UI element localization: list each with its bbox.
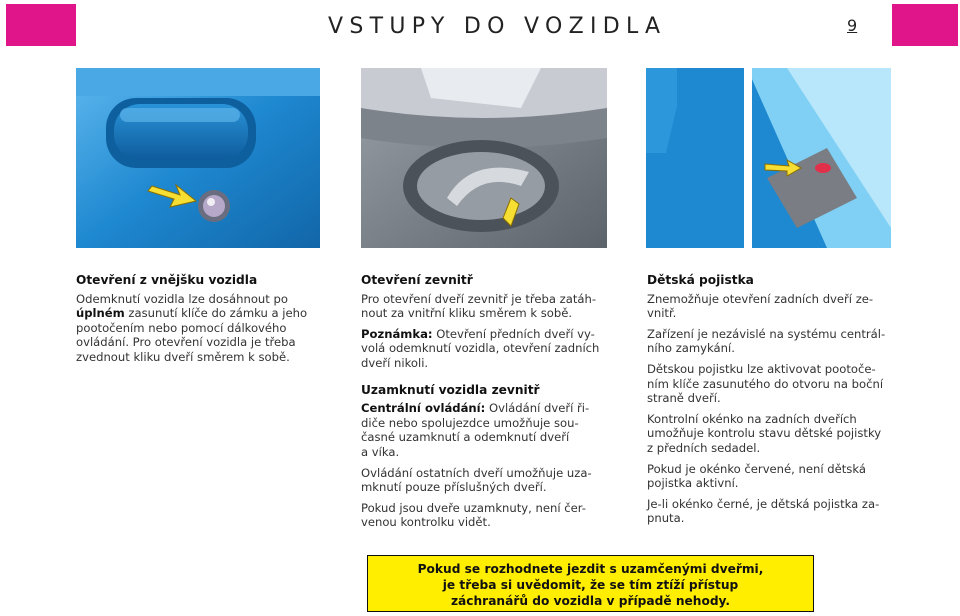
photo-divider: [646, 153, 744, 248]
section-heading: Otevření zevnitř: [361, 273, 473, 287]
notice-line: je třeba si uvědomit, že se tím ztíží přístup: [442, 578, 739, 592]
page-number: 9: [847, 16, 858, 35]
section-heading: Otevření z vnějšku vozidla: [76, 273, 258, 287]
header-color-tab-right: [892, 4, 958, 46]
exterior-door-handle-photo: [76, 68, 320, 248]
notice-line: Pokud se rozhodnete jezdit s uzamčenými dveřmi,: [417, 562, 764, 576]
section-heading: Dětská pojistka: [647, 273, 754, 287]
paragraph: Dětskou pojistku lze aktivovat pootoče- ním klíče zasunutého do otvoru na boční straně dveří.: [647, 361, 884, 406]
column-exterior-opening: [76, 273, 326, 371]
warning-notice-box: [367, 555, 814, 612]
paragraph: Centrální ovládání: Ovládání dveří ři- diče nebo spolujezdce umožňuje sou- časné uzamknutí a odemknutí dveří a víka.: [361, 401, 590, 459]
page-title: VSTUPY DO VOZIDLA: [328, 14, 667, 39]
paragraph: Je-li okénko černé, je dětská pojistka za- pnuta.: [647, 496, 880, 526]
header-color-tab-left: [6, 4, 76, 46]
section-heading: Uzamknutí vozidla zevnitř: [361, 382, 540, 397]
note-paragraph: Poznámka: Otevření předních dveří vy- volá odemknutí vozidla, otevření zadních dveří nikoli.: [361, 326, 600, 370]
paragraph: Pokud je okénko červené, není dětská pojistka aktivní.: [647, 461, 866, 491]
notice-line: záchranářů do vozidla v případě nehody.: [450, 594, 731, 608]
paragraph: Pokud jsou dveře uzamknuty, není čer- venou kontrolku vidět.: [361, 500, 586, 530]
column-interior-opening: [361, 273, 611, 536]
paragraph: Ovládání ostatních dveří umožňuje uza- mknutí pouze příslušných dveří.: [361, 465, 592, 495]
paragraph: Pro otevření dveří zevnitř je třeba zatáh- nout za vnitřní kliku směrem k sobě.: [361, 291, 597, 321]
paragraph: Zařízení je nezávislé na systému centrál- ního zamykání.: [647, 326, 886, 356]
interior-door-handle-photo: [361, 68, 607, 248]
paragraph: Znemožňuje otevření zadních dveří ze- vnitř.: [647, 291, 874, 321]
photo-divider: [744, 68, 752, 248]
column-child-lock: [647, 273, 897, 532]
paragraph: Odemknutí vozidla lze dosáhnout po úplném zasunutí klíče do zámku a jeho pootočením nebo pomocí dálkového ovládání. Pro otevření vozidla je třeba zvednout kliku dveří směrem k sobě.: [76, 291, 308, 364]
paragraph: Kontrolní okénko na zadních dveřích umožňuje kontrolu stavu dětské pojistky z předních sedadel.: [647, 411, 882, 455]
